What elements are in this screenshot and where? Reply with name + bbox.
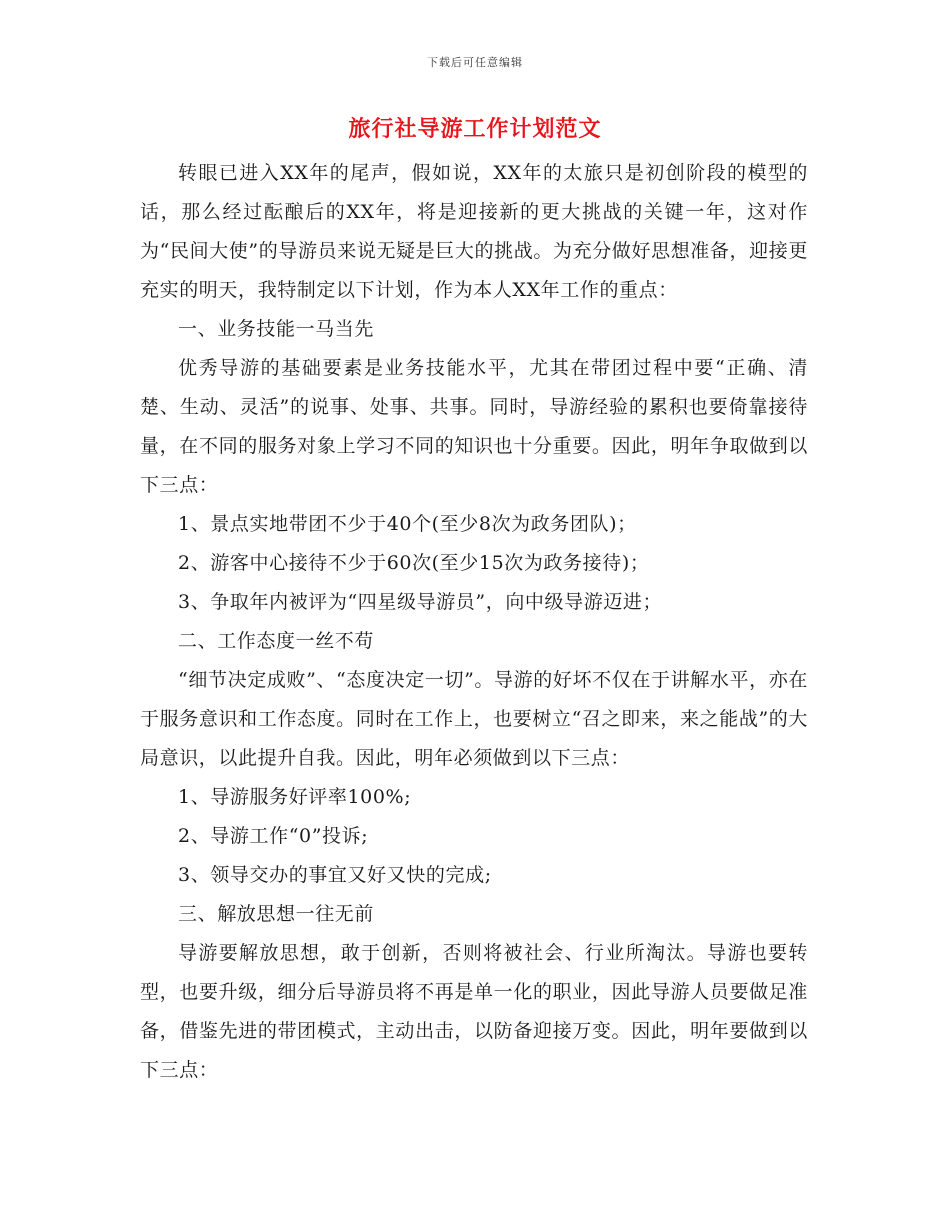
document-body [140, 154, 808, 1090]
section-3-paragraph: 导游要解放思想，敢于创新，否则将被社会、行业所淘汰。导游也要转型，也要升级，细分后导游员将不再是单一化的职业，因此导游人员要做足准备，借鉴先进的带团模式，主动出击，以防备迎接万变。因此，明年要做到以下三点： [140, 942, 808, 1081]
section-1-item: 3、争取年内被评为“四星级导游员”，向中级导游迈进； [178, 591, 663, 613]
section-2-item: 2、导游工作“0”投诉; [178, 825, 369, 847]
section-heading-1: 一、业务技能一马当先 [178, 318, 375, 340]
section-1-paragraph: 优秀导游的基础要素是业务技能水平，尤其在带团过程中要“正确、清楚、生动、灵活”的说事、处事、共事。同时，导游经验的累积也要倚靠接待量，在不同的服务对象上学习不同的知识也十分重要。因此，明年争取做到以下三点： [140, 357, 808, 496]
section-2-item: 1、导游服务好评率100%; [178, 786, 412, 808]
section-2-paragraph: “细节决定成败”、“态度决定一切”。导游的好坏不仅在于讲解水平，亦在于服务意识和工作态度。同时在工作上，也要树立“召之即来，来之能战”的大局意识，以此提升自我。因此，明年必须做到以下三点： [140, 669, 808, 769]
section-2-item: 3、领导交办的事宜又好又快的完成; [178, 864, 492, 886]
header-note: 下载后可任意编辑 [427, 56, 523, 69]
section-heading-2: 二、工作态度一丝不苟 [178, 630, 375, 652]
section-1-item: 2、游客中心接待不少于60次(至少15次为政务接待)； [178, 552, 650, 574]
section-1-item: 1、景点实地带团不少于40个(至少8次为政务团队)； [178, 513, 637, 535]
intro-paragraph: 转眼已进入XX年的尾声，假如说，XX年的太旅只是初创阶段的模型的话，那么经过酝酿后的XX年，将是迎接新的更大挑战的关键一年，这对作为“民间大使”的导游员来说无疑是巨大的挑战。为充分做好思想准备，迎接更充实的明天，我特制定以下计划，作为本人XX年工作的重点： [140, 162, 808, 301]
document-title: 旅行社导游工作计划范文 [348, 116, 602, 142]
section-heading-3: 三、解放思想一往无前 [178, 903, 375, 925]
